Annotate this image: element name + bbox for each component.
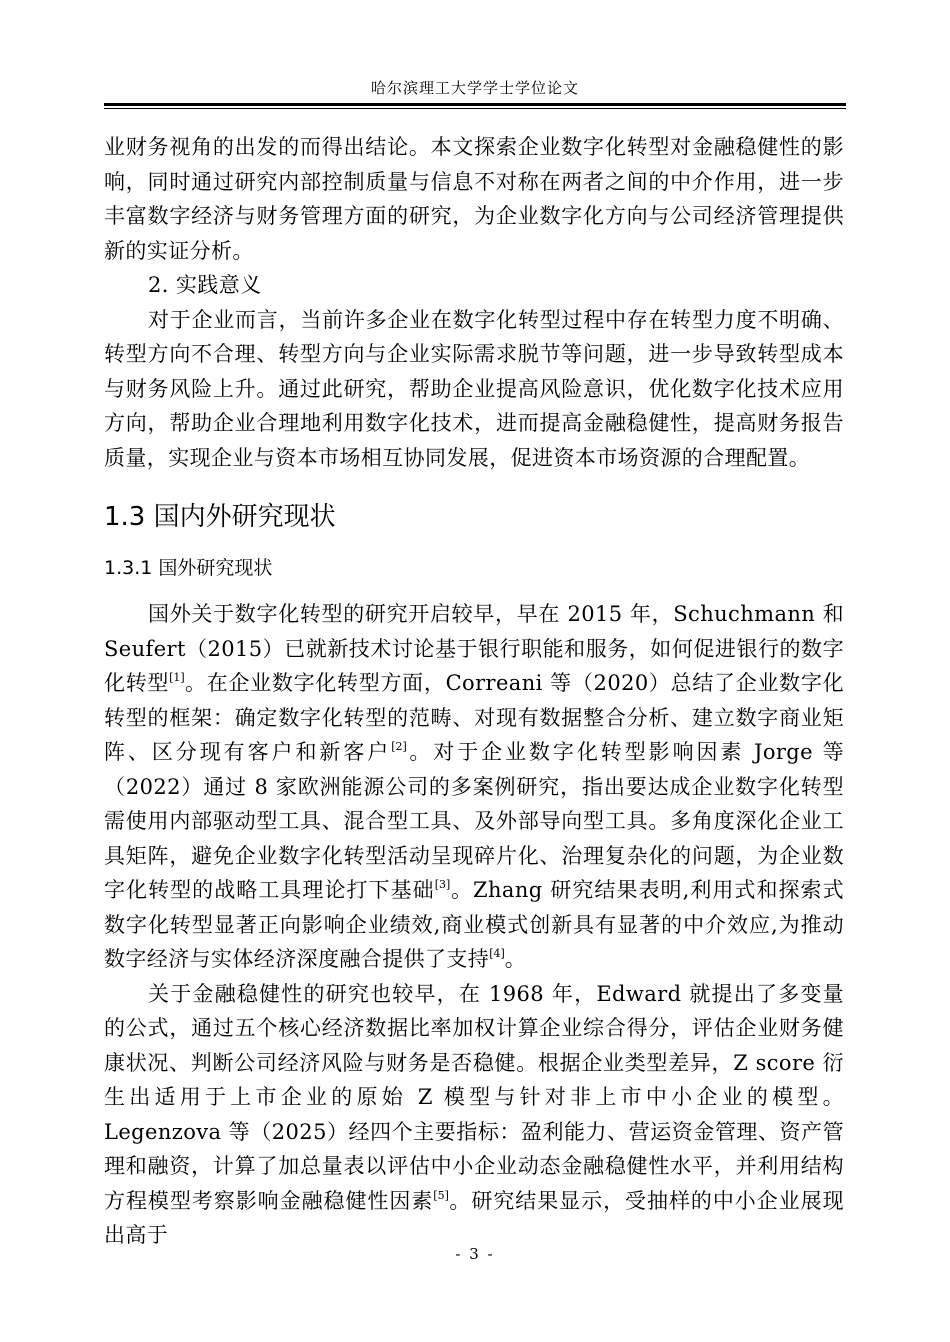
- header-rule-thin: [104, 108, 846, 109]
- paragraph-text: 。研究结果显示，受抽样的中小企业展现出高于: [104, 1188, 845, 1247]
- citation-ref-2: [2]: [391, 740, 407, 753]
- paragraph-intro-continued: 业财务视角的出发的而得出结论。本文探索企业数字化转型对金融稳健性的影响，同时通过研究内部控制质量与信息不对称在两者之间的中介作用，进一步丰富数字经济与财务管理方面的研究，为企业数字化方向与公司经济管理提供新的实证分析。: [104, 135, 844, 263]
- citation-ref-1: [1]: [169, 671, 185, 684]
- subsection-heading-foreign-research: 1.3.1 国外研究现状: [104, 557, 273, 579]
- paragraph-text: 关于金融稳健性的研究也较早，在 1968 年，Edward 就提出了多变量的公式，通过五个核心经济数据比率加权计算企业综合得分，评估企业财务健康状况、判断公司经济风险与财务是否稳健。根据企业类型差异，Z score 衍生出适用于上市企业的原始 Z 模型与针对非上市中小企业的模型。Legenzova 等（2025）经四个主要指标：盈利能力、营运资金管理、资产管理和融资，计算了加总量表以评估中小企业动态金融稳健性水平，并利用结构方程模型考察影响金融稳健性因素: [104, 981, 844, 1213]
- section-heading-research-status: 1.3 国内外研究现状: [104, 502, 336, 532]
- citation-ref-5: [5]: [433, 1188, 449, 1202]
- running-header: 哈尔滨理工大学学士学位论文: [370, 79, 579, 97]
- paragraph-practical-significance: 对于企业而言，当前许多企业在数字化转型过程中存在转型力度不明确、转型方向不合理、转型方向与企业实际需求脱节等问题，进一步导致转型成本与财务风险上升。通过此研究，帮助企业提高风险意识，优化数字化技术应用方向，帮助企业合理地利用数字化技术，进而提高金融稳健性，提高财务报告质量，实现企业与资本市场相互协同发展，促进资本市场资源的合理配置。: [104, 307, 844, 470]
- page-body: [104, 130, 844, 1253]
- page-number: - 3 -: [455, 1245, 495, 1263]
- paragraph-text: 。对于企业数字化转型影响因素 Jorge 等（2022）通过 8 家欧洲能源公司的多案例研究，指出要达成企业数字化转型需使用内部驱动型工具、混合型工具、及外部导向型工具。多角度深化企业工具矩阵，避免企业数字化转型活动呈现碎片化、治理复杂化的问题，为企业数字化转型的战略工具理论打下基础: [104, 740, 844, 902]
- subheading-practical-significance: 2. 实践意义: [148, 273, 262, 297]
- paragraph-text: 。在企业数字化转型方面，Correani 等（2020）总结了企业数字化转型的框架：确定数字化转型的范畴、对现有数据整合分析、建立数字商业矩阵、区分现有客户和新客户: [104, 671, 844, 764]
- paragraph-text: 。Zhang 研究结果表明,利用式和探索式数字化转型显著正向影响企业绩效,商业模式创新具有显著的中介效应,为推动数字经济与实体经济深度融合提供了支持: [104, 878, 844, 971]
- header-rule-thick: [104, 103, 846, 106]
- paragraph-text: 国外关于数字化转型的研究开启较早，早在 2015 年，Schuchmann 和 Seufert（2015）已就新技术讨论基于银行职能和服务，如何促进银行的数字化转型: [104, 602, 844, 695]
- paragraph-text: 。: [504, 947, 527, 971]
- citation-ref-4: [4]: [489, 947, 505, 960]
- paragraph-financial-stability: [104, 977, 844, 1253]
- citation-ref-3: [3]: [434, 878, 451, 891]
- paragraph-foreign-digital-transformation: [104, 597, 844, 977]
